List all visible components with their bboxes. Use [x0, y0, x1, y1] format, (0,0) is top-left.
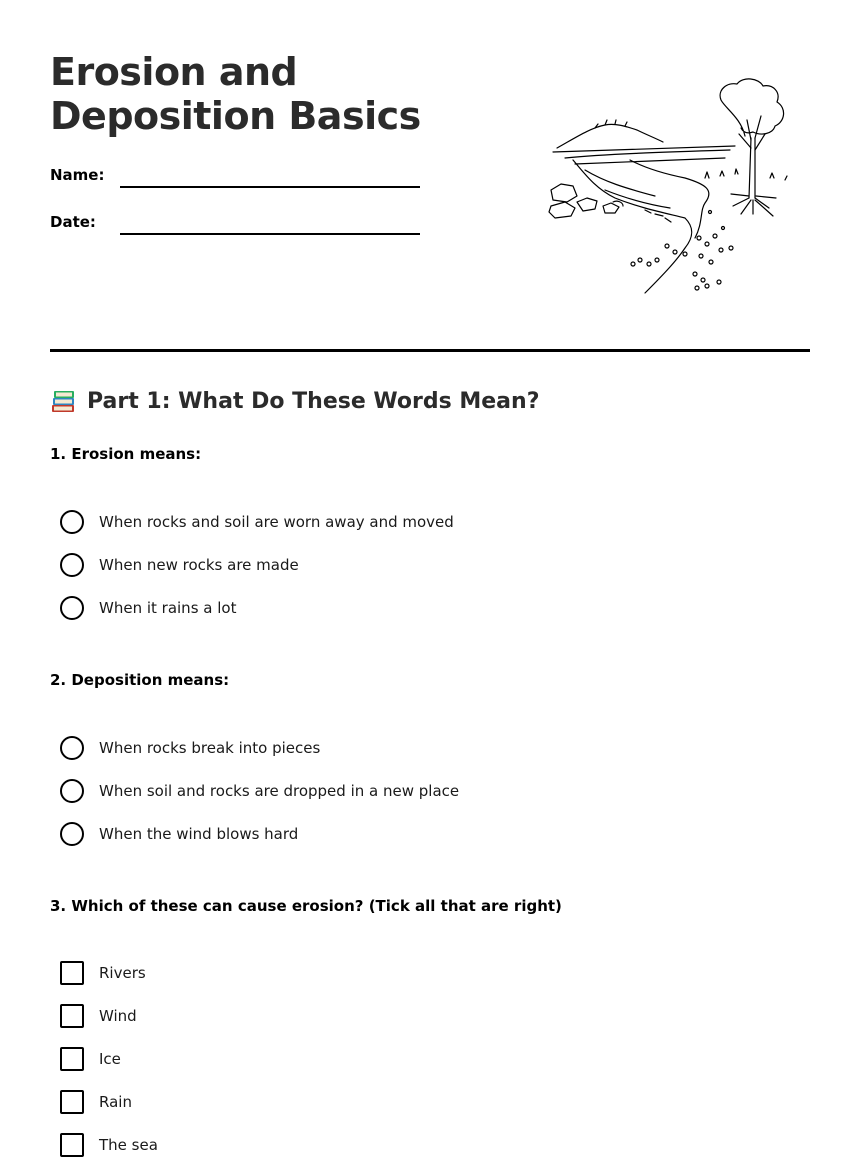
- q2-option-3[interactable]: [60, 822, 298, 846]
- q3-option-4[interactable]: [60, 1090, 132, 1114]
- option-label: The sea: [99, 1136, 158, 1154]
- question-2-prompt: 2. Deposition means:: [50, 671, 230, 689]
- checkbox[interactable]: [60, 1047, 84, 1071]
- radio-button[interactable]: [60, 510, 84, 534]
- question-1-prompt: 1. Erosion means:: [50, 445, 202, 463]
- section-divider: [50, 349, 810, 352]
- q3-option-2[interactable]: [60, 1004, 137, 1028]
- date-label: Date:: [50, 213, 96, 231]
- q2-option-2[interactable]: [60, 779, 459, 803]
- q3-option-5[interactable]: [60, 1133, 158, 1157]
- option-label: When the wind blows hard: [99, 825, 299, 843]
- option-label: Ice: [99, 1050, 121, 1068]
- part1-heading-text: Part 1: What Do These Words Mean?: [87, 389, 540, 414]
- radio-button[interactable]: [60, 596, 84, 620]
- page-title: Erosion and Deposition Basics: [50, 50, 421, 138]
- name-field[interactable]: [120, 186, 420, 188]
- radio-button[interactable]: [60, 736, 84, 760]
- checkbox[interactable]: [60, 1090, 84, 1114]
- q3-option-1[interactable]: [60, 961, 146, 985]
- radio-button[interactable]: [60, 779, 84, 803]
- part1-heading: [50, 388, 539, 415]
- name-label: Name:: [50, 166, 105, 184]
- date-field[interactable]: [120, 233, 420, 235]
- option-label: When rocks and soil are worn away and moved: [99, 513, 454, 531]
- radio-button[interactable]: [60, 553, 84, 577]
- checkbox[interactable]: [60, 1133, 84, 1157]
- option-label: When new rocks are made: [99, 556, 299, 574]
- books-icon: [50, 388, 77, 415]
- q1-option-3[interactable]: [60, 596, 236, 620]
- option-label: When rocks break into pieces: [99, 739, 321, 757]
- q3-option-3[interactable]: [60, 1047, 121, 1071]
- q1-option-2[interactable]: [60, 553, 299, 577]
- checkbox[interactable]: [60, 961, 84, 985]
- option-label: Rivers: [99, 964, 146, 982]
- checkbox[interactable]: [60, 1004, 84, 1028]
- river-landscape-illustration: [545, 78, 795, 300]
- q1-option-1[interactable]: [60, 510, 454, 534]
- radio-button[interactable]: [60, 822, 84, 846]
- option-label: When soil and rocks are dropped in a new place: [99, 782, 460, 800]
- option-label: When it rains a lot: [99, 599, 237, 617]
- option-label: Rain: [99, 1093, 132, 1111]
- option-label: Wind: [99, 1007, 137, 1025]
- q2-option-1[interactable]: [60, 736, 320, 760]
- question-3-prompt: 3. Which of these can cause erosion? (Tick all that are right): [50, 897, 562, 915]
